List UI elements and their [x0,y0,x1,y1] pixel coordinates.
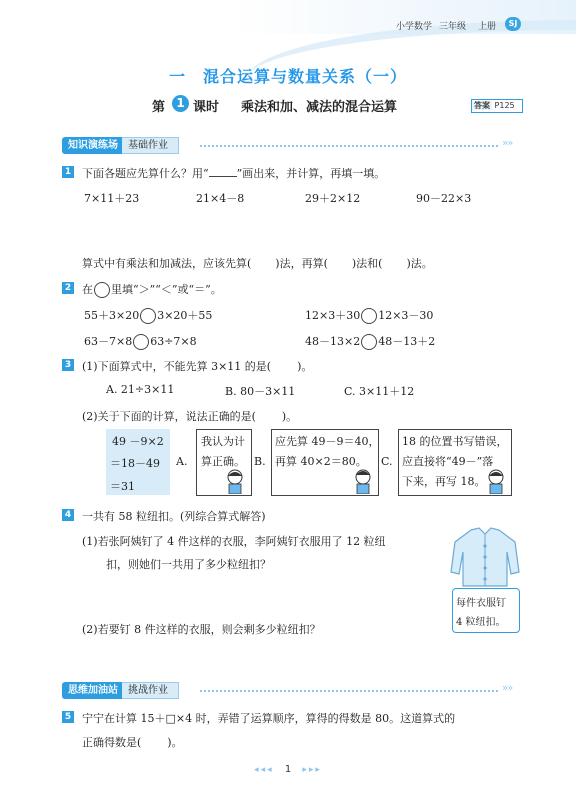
compare-circle[interactable] [361,308,377,324]
q1-fill-c: )法和( [351,257,383,270]
option-letter[interactable]: C. [381,455,393,468]
underline-sample [209,166,237,177]
q1-expr: 21×4－8 [196,192,245,205]
q2-stem-b: 里填“＞”“＜”或“＝”。 [111,283,222,296]
q2-stem-a: 在 [82,283,93,296]
q1-expr: 7×11＋23 [84,192,140,205]
q1-fill-a: 算式中有乘法和加减法，应该先算( [82,257,252,270]
q2-left: 63－7×8 [84,335,133,348]
calculation-box [106,429,170,495]
bubble-text: 18 的位置书写错误， [402,435,508,448]
q2-left: 48－13×2 [305,335,361,348]
q1-expr: 29＋2×12 [305,192,361,205]
calc-line: ＝18－49 [110,457,160,470]
unit-title: 一 混合运算与数量关系（一） [168,67,407,86]
tag-line: 4 粒纽扣。 [456,617,506,628]
lesson-prefix: 第 [152,100,166,115]
q5-line2-a: 正确得数是( [82,736,142,749]
header-volume: 上册 [478,22,497,32]
header-subject: 小学数学 [396,22,433,32]
q3-part1-end: )。 [297,360,313,373]
child-icon [224,468,246,494]
q3-part2 [82,408,297,424]
q3-option-a: A. 21÷3×11 [106,383,175,396]
child-icon [485,468,507,494]
page-footer [0,764,576,775]
tag-line: 每件衣服钉 [456,598,506,609]
q5-line2 [82,734,183,750]
section-subtitle: 挑战作业 [122,682,179,699]
q3-option-c: C. 3×11＋12 [344,385,415,398]
q1-stem [82,165,385,181]
q2-left: 12×3＋30 [305,309,361,322]
section-bar-challenge [62,682,179,699]
q2-right: 48－13＋2 [378,335,436,348]
q1-fill-b: )法，再算( [275,257,328,270]
section-divider [200,690,498,692]
q2-left: 55＋3×20 [84,309,140,322]
lesson-title: 乘法和加、减法的混合运算 [241,100,398,115]
section-tab: 知识演练场 [62,137,124,154]
question-number: 1 [62,166,74,178]
section-tab: 思维加油站 [62,682,124,699]
right-arrows-icon: ▸▸▸ [302,765,322,775]
q4-part1-line1: (1)若张阿姨钉了 4 件这样的衣服，李阿姨钉衣服用了 12 粒纽 [82,535,386,548]
question-number: 5 [62,711,74,723]
compare-circle[interactable] [133,334,149,350]
q4-stem: 一共有 58 粒纽扣。(列综合算式解答) [82,510,266,523]
answer-page-tag[interactable] [471,99,523,113]
question-number: 2 [62,282,74,294]
bubble-text: 算正确。 [201,455,245,468]
section-divider [200,145,498,147]
compare-circle[interactable] [361,334,377,350]
q1-stem-b: ”画出来，并计算，再填一填。 [236,167,386,180]
question-number: 4 [62,509,74,521]
q5-line2-b: )。 [167,736,183,749]
bubble-text: 应先算 49－9＝40， [275,435,380,448]
section-bar-basic [62,137,179,154]
option-letter[interactable]: B. [254,455,266,468]
edition-badge: SJ [505,17,521,31]
q4-part2: (2)若要钉 8 件这样的衣服，则会剩多少粒纽扣？ [82,623,321,636]
jacket-icon [449,526,521,588]
calc-line: 49 －9×2 [112,435,164,448]
q2-item [305,333,435,350]
bubble-text: 应直接将“49－”落 [402,455,494,468]
page-number: 1 [284,764,292,775]
speech-bubble-b [271,429,379,496]
speech-bubble-a [196,429,252,496]
child-icon [352,468,374,494]
q2-right: 3×20＋55 [157,309,213,322]
left-arrows-icon: ◂◂◂ [254,765,274,775]
q4-part1-line2: 扣，则她们一共用了多少粒纽扣？ [106,558,271,571]
q2-item [84,333,197,350]
q1-fill-d: )法。 [406,257,433,270]
question-number: 3 [62,359,74,371]
q2-item [305,307,433,324]
q2-stem [82,281,222,298]
bubble-text: 下来，再写 18。 [402,475,486,488]
answer-page: P125 [494,101,515,110]
speech-bubble-c [398,429,512,496]
q5-line1: 宁宁在计算 15＋□×4 时，弄错了运算顺序，算得的得数是 80。这道算式的 [82,712,456,725]
compare-circle[interactable] [140,308,156,324]
q3-part2-end: )。 [281,410,298,423]
q1-expr: 90－22×3 [416,192,472,205]
answer-label: 答案 [474,101,490,110]
section-arrows-icon: »» [502,683,513,694]
q2-right: 63÷7×8 [150,335,197,348]
bubble-text: 再算 40×2＝80。 [275,455,367,468]
q3-part2-text: (2)关于下面的计算，说法正确的是( [82,410,256,423]
lesson-suffix: 课时 [193,100,220,115]
calc-line: ＝31 [110,480,135,493]
section-subtitle: 基础作业 [122,137,179,154]
q3-part1 [82,358,312,374]
lesson-number: 1 [172,95,189,112]
q2-right: 12×3－30 [378,309,434,322]
section-arrows-icon: »» [502,138,513,149]
q1-fill-sentence [82,255,433,271]
option-letter[interactable]: A. [176,455,188,468]
q3-part1-text: (1)下面算式中，不能先算 3×11 的是( [82,360,272,373]
q2-item [84,307,212,324]
bubble-text: 我认为计 [201,435,245,448]
jacket-info-tag [452,588,520,633]
q3-option-b: B. 80－3×11 [225,385,296,398]
header-grade: 三年级 [439,22,467,32]
circle-blank [94,282,110,298]
q1-stem-a: 下面各题应先算什么？用“ [82,167,209,180]
